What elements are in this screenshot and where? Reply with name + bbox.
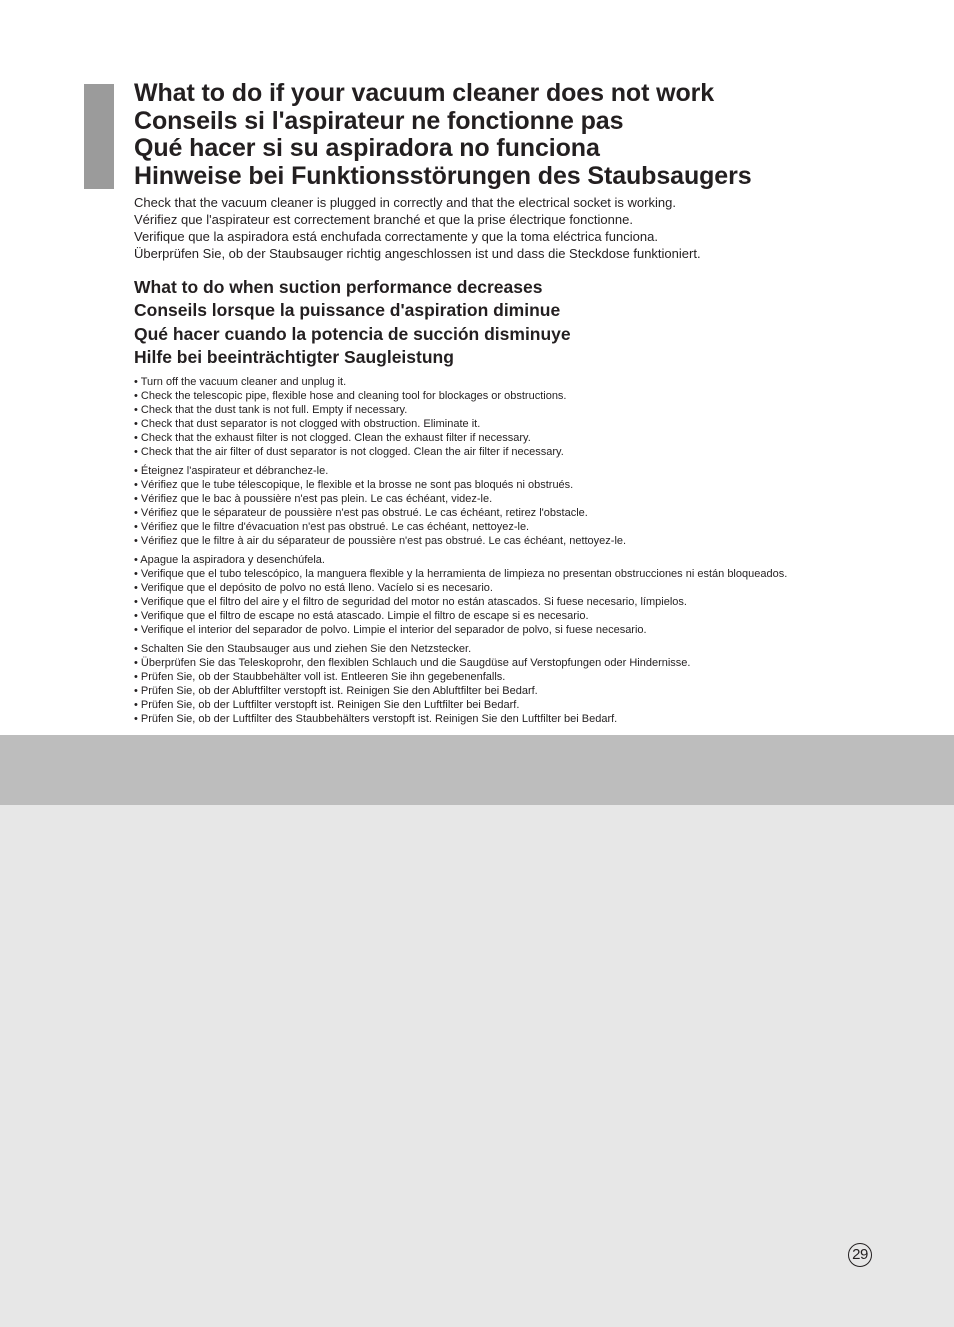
list-item: • Éteignez l'aspirateur et débranchez-le. bbox=[134, 465, 329, 477]
page-title-es: Qué hacer si su aspiradora no funciona bbox=[134, 134, 600, 162]
list-item: • Schalten Sie den Staubsauger aus und ziehen Sie den Netzstecker. bbox=[134, 643, 472, 655]
intro-es: Verifique que la aspiradora está enchufada correctamente y que la toma eléctrica funciona. bbox=[134, 229, 658, 244]
list-item: • Check that the air filter of dust separator is not clogged. Clean the air filter if necessary. bbox=[134, 446, 564, 458]
gray-divider-band bbox=[0, 735, 954, 805]
list-item: • Check the telescopic pipe, flexible hose and cleaning tool for blockages or obstructions. bbox=[134, 390, 567, 402]
lower-gray-area bbox=[0, 805, 954, 1327]
section-subtitle-es: Qué hacer cuando la potencia de succión disminuye bbox=[134, 323, 571, 344]
list-item: • Vérifiez que le tube télescopique, le flexible et la brosse ne sont pas bloqués ni obstrués. bbox=[134, 479, 574, 491]
list-item: • Verifique que el tubo telescópico, la manguera flexible y la herramienta de limpieza no presentan obstrucciones ni están bloqueados. bbox=[134, 568, 788, 580]
list-item: • Apague la aspiradora y desenchúfela. bbox=[134, 554, 325, 566]
section-subtitle-de: Hilfe bei beeinträchtigter Saugleistung bbox=[134, 346, 454, 367]
intro-de: Überprüfen Sie, ob der Staubsauger richtig angeschlossen ist und dass die Steckdose funktioniert. bbox=[134, 246, 701, 261]
section-subtitle-fr: Conseils lorsque la puissance d'aspiration diminue bbox=[134, 300, 561, 321]
checklist-de bbox=[134, 642, 934, 726]
list-item: • Vérifiez que le bac à poussière n'est pas plein. Le cas échéant, videz-le. bbox=[134, 493, 493, 505]
section-subtitle-en: What to do when suction performance decreases bbox=[134, 277, 543, 297]
list-item: • Verifique que el filtro del aire y el filtro de seguridad del motor no están atascados. Si fuese necesario, límpielos. bbox=[134, 596, 687, 608]
list-item: • Check that the dust tank is not full. Empty if necessary. bbox=[134, 404, 408, 416]
list-item: • Verifique que el filtro de escape no está atascado. Limpie el filtro de escape si es necesario. bbox=[134, 610, 589, 622]
intro-paragraph bbox=[134, 194, 934, 262]
list-item: • Check that dust separator is not clogged with obstruction. Eliminate it. bbox=[134, 418, 481, 430]
checklist-fr bbox=[134, 464, 934, 548]
section-subtitle-block bbox=[134, 276, 934, 369]
list-item: • Prüfen Sie, ob der Luftfilter des Staubbehälters verstopft ist. Reinigen Sie den Luftfilter bei Bedarf. bbox=[134, 713, 618, 725]
page-title-block bbox=[134, 80, 934, 190]
list-item: • Turn off the vacuum cleaner and unplug it. bbox=[134, 376, 347, 388]
checklist-container bbox=[134, 375, 934, 731]
list-item: • Prüfen Sie, ob der Staubbehälter voll ist. Entleeren Sie ihn gegebenenfalls. bbox=[134, 671, 506, 683]
list-item: • Check that the exhaust filter is not clogged. Clean the exhaust filter if necessary. bbox=[134, 432, 531, 444]
list-item: • Verifique que el depósito de polvo no está lleno. Vacíelo si es necesario. bbox=[134, 582, 493, 594]
page-title-en: What to do if your vacuum cleaner does not work bbox=[134, 79, 715, 107]
section-marker-bar bbox=[84, 84, 114, 189]
intro-en: Check that the vacuum cleaner is plugged in correctly and that the electrical socket is working. bbox=[134, 195, 676, 210]
page-number: 29 bbox=[848, 1243, 872, 1267]
list-item: • Vérifiez que le filtre d'évacuation n'est pas obstrué. Le cas échéant, nettoyez-le. bbox=[134, 521, 530, 533]
list-item: • Prüfen Sie, ob der Abluftfilter verstopft ist. Reinigen Sie den Abluftfilter bei Bedarf. bbox=[134, 685, 538, 697]
page-title-fr: Conseils si l'aspirateur ne fonctionne pas bbox=[134, 106, 624, 135]
intro-fr: Vérifiez que l'aspirateur est correctement branché et que la prise électrique fonctionne. bbox=[134, 212, 633, 227]
page-title-de: Hinweise bei Funktionsstörungen des Staubsaugers bbox=[134, 161, 752, 190]
checklist-es bbox=[134, 553, 934, 637]
checklist-en bbox=[134, 375, 934, 459]
list-item: • Vérifiez que le filtre à air du séparateur de poussière n'est pas obstrué. Le cas échéant, nettoyez-le. bbox=[134, 535, 627, 547]
list-item: • Verifique el interior del separador de polvo. Limpie el interior del separador de polvo, si fuese necesario. bbox=[134, 624, 647, 636]
list-item: • Überprüfen Sie das Teleskoprohr, den flexiblen Schlauch und die Saugdüse auf Verstopfungen oder Hindernisse. bbox=[134, 657, 691, 669]
list-item: • Vérifiez que le séparateur de poussière n'est pas obstrué. Le cas échéant, retirez l'obstacle. bbox=[134, 507, 588, 519]
list-item: • Prüfen Sie, ob der Luftfilter verstopft ist. Reinigen Sie den Luftfilter bei Bedarf. bbox=[134, 699, 520, 711]
